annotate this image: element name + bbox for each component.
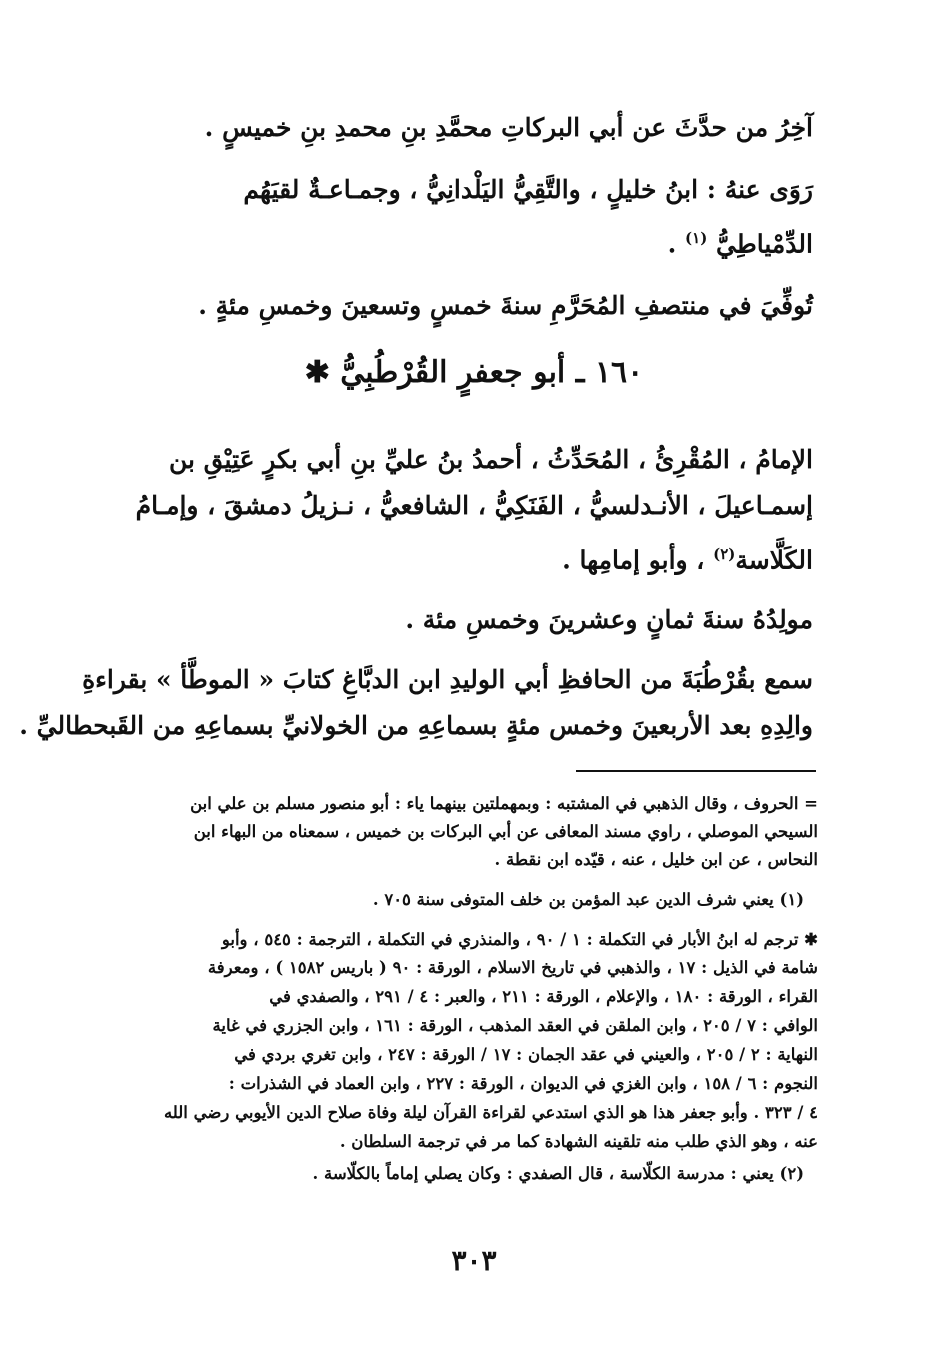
text-span: . (667, 229, 686, 259)
text-span: ، وأبو إمامِها . (562, 545, 714, 575)
text-span: الدِّمْياطِيُّ (707, 229, 813, 259)
footnote-marker: (٢) (713, 545, 736, 563)
footnote-marker: (١) (685, 229, 708, 247)
paragraph-line: والِدِهِ بعد الأربعينَ وخمس مئةٍ بسماعِهِ من الخولانيِّ بسماعِهِ من القَبحطاليِّ . (19, 711, 813, 740)
footnote-line: الوافي : ٧ / ٢٠٥ ، وابن الملقن في العقد المذهب ، الورقة : ١٦١ ، وابن الجزري في غاية (212, 1016, 818, 1035)
paragraph-line: رَوَى عنهُ : ابنُ خليلٍ ، والتَّقِيُّ اليَلْدانِيُّ ، وجمـاعـةٌ لقيَهُم (243, 175, 813, 204)
paragraph-line: سمع بقُرْطُبَةَ من الحافظِ أبي الوليدِ ابن الدبَّاغِ كتابَ « الموطَّأ » بقراءةِ (82, 665, 813, 694)
paragraph-line: الإمامُ ، المُقْرِئُ ، المُحَدِّثُ ، أحمدُ بنُ عليِّ بنِ أبي بكرٍ عَتِيْقِ بن (168, 445, 813, 474)
footnote-line: عنه ، وهو الذي طلب منه تلقينه الشهادة كما مر في ترجمة السلطان . (339, 1132, 818, 1151)
footnote-line: ✱ ترجم له ابنُ الأبار في التكملة : ١ / ٩٠ ، والمنذري في التكملة ، الترجمة : ٥٤٥ ، وأبو (221, 930, 818, 949)
footnotes (158, 0, 818, 1230)
footnote-line: (٢) يعني : مدرسة الكلّاسة ، قال الصفدي : وكان يصلي إماماً بالكلّاسة . (312, 1164, 804, 1183)
footnote-line: = الحروف ، وقال الذهبي في المشتبه : وبمهملتين بينهما ياء : أبو منصور مسلم بن علي ابن (190, 794, 818, 813)
footnote-line: شامة في الذيل : ١٧ ، والذهبي في تاريخ الاسلام ، الورقة : ٩٠ ( باريس ١٥٨٢ ) ، ومعرفة (207, 958, 818, 977)
footnote-line: النجوم : ٦ / ١٥٨ ، وابن الغزي في الديوان ، الورقة : ٢٢٧ ، وابن العماد في الشذرات : (228, 1074, 818, 1093)
paragraph-line: إسمـاعيلَ ، الأنـدلسيُّ ، الفَنَكِيُّ ، الشافعيُّ ، نـزيلُ دمشقَ ، وإمـامُ (135, 491, 813, 520)
page-number: ٣٠٣ (451, 1244, 497, 1277)
footnote-line: النهاية : ٢ / ٢٠٥ ، والعيني في عقد الجمان : ١٧ / الورقة : ٢٤٧ ، وابن تغري بردي في (234, 1045, 818, 1064)
footnote-line: السيحي الموصلي ، راوي مسند المعافى عن أبي البركات بن خميس ، سمعناه من البهاء ابن (193, 822, 818, 841)
paragraph-line: مولِدُهُ سنةَ ثمانٍ وعشرينَ وخمسِ مئة . (405, 605, 813, 634)
paragraph-line: آخِرُ من حدَّثَ عن أبي البركاتِ محمَّدِ بنِ محمدِ بنِ خميسٍ . (204, 113, 813, 142)
entry-heading: ١٦٠ ـ أبو جعفرٍ القُرْطُبِيُّ ✱ (304, 355, 644, 390)
footnote-line: (١) يعني شرف الدين عبد المؤمن بن خلف المتوفى سنة ٧٠٥ . (372, 890, 804, 909)
footnote-line: ٤ / ٣٢٣ . وأبو جعفر هذا هو الذي استدعي لقراءة القرآن ليلة وفاة صلاح الدين الأيوبي رضي الله (163, 1103, 818, 1122)
footnote-line: النحاس ، عن ابن خليل ، عنه ، قيّده ابن نقطة . (494, 850, 818, 869)
paragraph-line: تُوفِّيَ في منتصفِ المُحَرَّمِ سنةَ خمسٍ وتسعينَ وخمسِ مئةٍ . (198, 291, 813, 320)
text-span: الكَلَّاسة (735, 545, 813, 575)
footnote-line: القراء ، الورقة : ١٨٠ ، والإعلام ، الورقة : ٢١١ ، والعبر : ٤ / ٢٩١ ، والصفدي في (269, 987, 818, 1006)
